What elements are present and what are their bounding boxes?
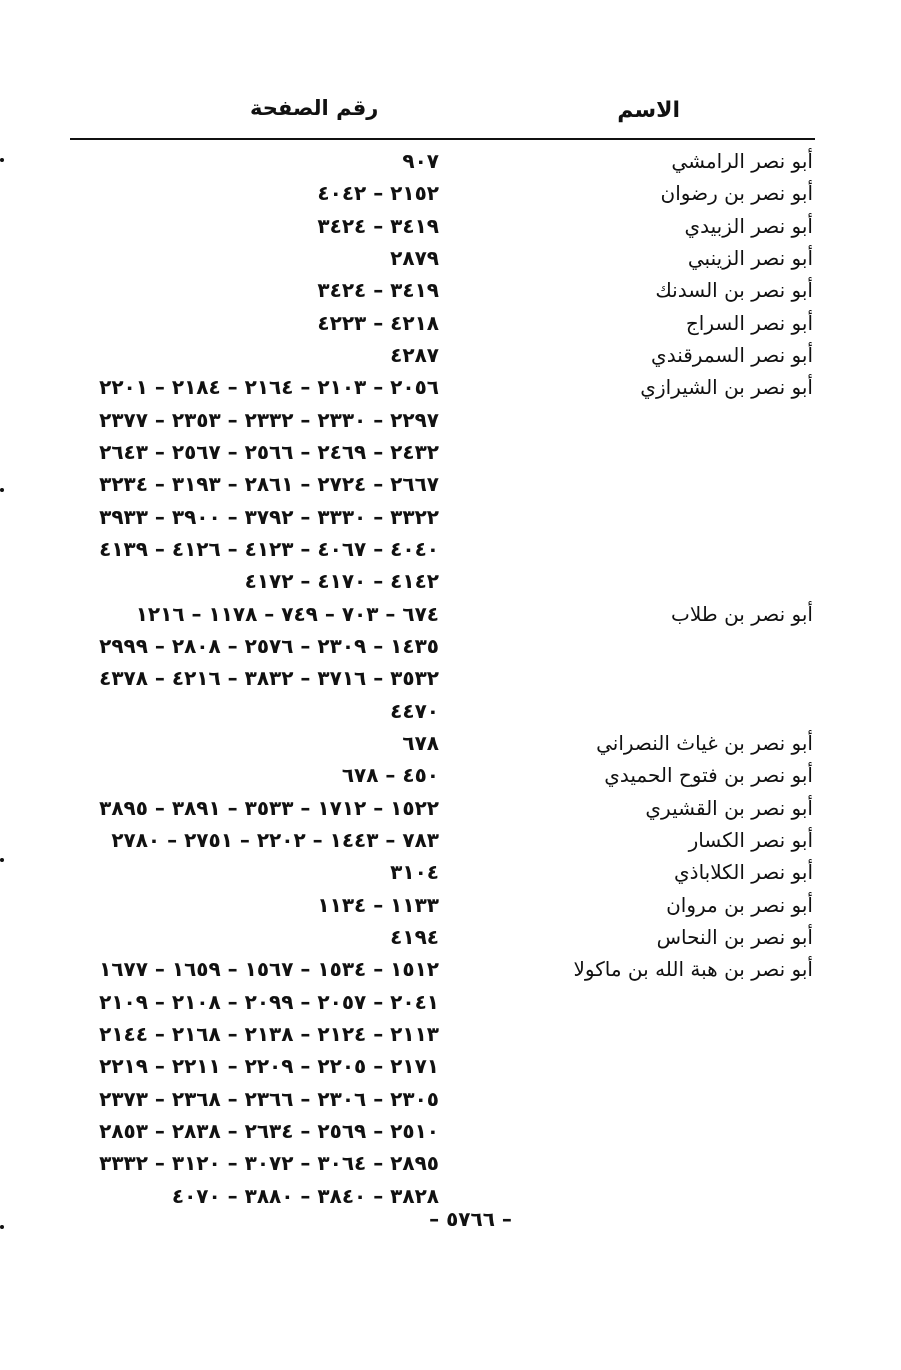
index-entry-row [0, 1115, 901, 1147]
entry-name: أبو نصر الزبيدي [684, 213, 813, 238]
entry-page-numbers: ٤٢٨٧ [390, 342, 439, 367]
index-entry-row [0, 598, 901, 630]
index-entry-row [0, 1083, 901, 1115]
entry-name: أبو نصر الرامشي [671, 149, 813, 173]
entry-name: أبو نصر بن النحاس [656, 924, 813, 949]
index-entry-row [0, 404, 901, 436]
index-entries [0, 145, 901, 1212]
column-header [70, 94, 815, 134]
index-entry-row [0, 856, 901, 888]
entry-name: أبو نصر بن الشيرازي [640, 375, 813, 400]
index-entry-row [0, 792, 901, 824]
entry-page-numbers: ٢٣٠٥ – ٢٣٠٦ – ٢٣٦٦ – ٢٣٦٨ – ٢٣٧٣ [99, 1086, 439, 1111]
index-entry-row [0, 695, 901, 727]
margin-mark [0, 158, 4, 162]
entry-name: أبو نصر بن هبة الله بن ماكولا [573, 957, 813, 982]
index-entry-row [0, 953, 901, 985]
entry-name: أبو نصر بن السدنك [655, 278, 813, 303]
margin-mark [0, 858, 4, 862]
entry-page-numbers: ١١٣٣ – ١١٣٤ [317, 892, 439, 917]
entry-name: أبو نصر الزينبي [687, 245, 813, 270]
index-entry-row [0, 986, 901, 1018]
index-entry-row [0, 307, 901, 339]
entry-page-numbers: ٣١٠٤ [390, 860, 439, 885]
index-entry-row [0, 177, 901, 209]
index-entry-row [0, 662, 901, 694]
index-entry-row [0, 727, 901, 759]
entry-page-numbers: ٢٢٩٧ – ٢٣٣٠ – ٢٣٣٢ – ٢٣٥٣ – ٢٣٧٧ [99, 407, 439, 432]
index-entry-row [0, 242, 901, 274]
entry-page-numbers: ٤٤٧٠ [390, 698, 439, 723]
entry-name: أبو نصر الكلاباذي [674, 860, 813, 885]
index-entry-row [0, 1050, 901, 1082]
entry-name: أبو نصر بن مروان [666, 892, 813, 917]
entry-page-numbers: ٢٥١٠ – ٢٥٦٩ – ٢٦٣٤ – ٢٨٣٨ – ٢٨٥٣ [99, 1118, 439, 1143]
entry-page-numbers: ٣٣٢٢ – ٣٣٣٠ – ٣٧٩٢ – ٣٩٠٠ – ٣٩٣٣ [99, 504, 439, 529]
entry-page-numbers: ١٥١٢ – ١٥٣٤ – ١٥٦٧ – ١٦٥٩ – ١٦٧٧ [99, 957, 439, 982]
index-entry-row [0, 468, 901, 500]
entry-page-numbers: ٢٨٩٥ – ٣٠٦٤ – ٣٠٧٢ – ٣١٢٠ – ٣٣٣٢ [99, 1151, 439, 1176]
entry-page-numbers: ٤١٤٢ – ٤١٧٠ – ٤١٧٢ [244, 569, 439, 594]
index-entry-row [0, 889, 901, 921]
index-entry-row [0, 630, 901, 662]
entry-page-numbers: ٢٠٥٦ – ٢١٠٣ – ٢١٦٤ – ٢١٨٤ – ٢٢٠١ [99, 375, 439, 400]
page-column-heading: رقم الصفحة [250, 96, 379, 120]
entry-page-numbers: ٢١١٣ – ٢١٢٤ – ٢١٣٨ – ٢١٦٨ – ٢١٤٤ [99, 1021, 439, 1046]
entry-page-numbers: ٢٦٦٧ – ٢٧٢٤ – ٢٨٦١ – ٣١٩٣ – ٣٢٣٤ [99, 472, 439, 497]
page-number: – ٥٧٦٦ – [429, 1207, 512, 1231]
entry-page-numbers: ٤٠٤٠ – ٤٠٦٧ – ٤١٢٣ – ٤١٢٦ – ٤١٣٩ [99, 536, 439, 561]
entry-name: أبو نصر بن القشيري [645, 795, 813, 820]
index-entry-row [0, 1147, 901, 1179]
margin-mark [0, 1225, 4, 1229]
entry-page-numbers: ١٤٣٥ – ٢٣٠٩ – ٢٥٧٦ – ٢٨٠٨ – ٢٩٩٩ [99, 633, 439, 658]
entry-page-numbers: ٣٤١٩ – ٣٤٢٤ [317, 278, 439, 303]
entry-page-numbers: ٦٧٤ – ٧٠٣ – ٧٤٩ – ١١٧٨ – ١٢١٦ [135, 601, 439, 626]
entry-page-numbers: ٢٠٤١ – ٢٠٥٧ – ٢٠٩٩ – ٢١٠٨ – ٢١٠٩ [99, 989, 439, 1014]
entry-name: أبو نصر بن فتوح الحميدي [604, 763, 813, 788]
entry-name: أبو نصر الكسار [688, 827, 813, 852]
entry-page-numbers: ٤٢١٨ – ٤٢٢٣ [317, 310, 439, 335]
index-entry-row [0, 145, 901, 177]
entry-page-numbers: ٣٥٣٢ – ٣٧١٦ – ٣٨٣٢ – ٤٢١٦ – ٤٣٧٨ [99, 666, 439, 691]
entry-page-numbers: ٣٤١٩ – ٣٤٢٤ [317, 213, 439, 238]
entry-name: أبو نصر السراج [685, 310, 813, 335]
header-rule [70, 138, 815, 140]
index-entry-row [0, 436, 901, 468]
entry-page-numbers: ٧٨٣ – ١٤٤٣ – ٢٢٠٢ – ٢٧٥١ – ٢٧٨٠ [111, 827, 439, 852]
entry-page-numbers: ٢٨٧٩ [390, 245, 439, 270]
margin-mark [0, 488, 4, 492]
name-column-heading: الاسم [617, 98, 680, 123]
index-entry-row [0, 824, 901, 856]
entry-name: أبو نصر بن طلاب [671, 601, 813, 626]
entry-name: أبو نصر السمرقندي [651, 342, 813, 367]
entry-page-numbers: ٢١٥٢ – ٤٠٤٢ [317, 181, 439, 206]
index-entry-row [0, 371, 901, 403]
index-entry-row [0, 210, 901, 242]
entry-page-numbers: ٤٥٠ – ٦٧٨ [341, 763, 439, 788]
entry-page-numbers: ٤١٩٤ [390, 924, 439, 949]
entry-page-numbers: ١٥٢٢ – ١٧١٢ – ٣٥٣٣ – ٣٨٩١ – ٣٨٩٥ [99, 795, 439, 820]
index-entry-row [0, 921, 901, 953]
index-entry-row [0, 501, 901, 533]
index-entry-row [0, 533, 901, 565]
entry-name: أبو نصر بن رضوان [660, 181, 813, 206]
index-entry-row [0, 339, 901, 371]
index-entry-row [0, 565, 901, 597]
entry-page-numbers: ٢١٧١ – ٢٢٠٥ – ٢٢٠٩ – ٢٢١١ – ٢٢١٩ [99, 1054, 439, 1079]
entry-page-numbers: ٣٨٢٨ – ٣٨٤٠ – ٣٨٨٠ – ٤٠٧٠ [171, 1183, 439, 1208]
entry-page-numbers: ٩٠٧ [402, 149, 439, 173]
index-entry-row [0, 1018, 901, 1050]
entry-name: أبو نصر بن غياث النصراني [596, 730, 813, 755]
entry-page-numbers: ٦٧٨ [402, 730, 439, 755]
index-entry-row [0, 274, 901, 306]
entry-page-numbers: ٢٤٣٢ – ٢٤٦٩ – ٢٥٦٦ – ٢٥٦٧ – ٢٦٤٣ [99, 439, 439, 464]
index-entry-row [0, 759, 901, 791]
